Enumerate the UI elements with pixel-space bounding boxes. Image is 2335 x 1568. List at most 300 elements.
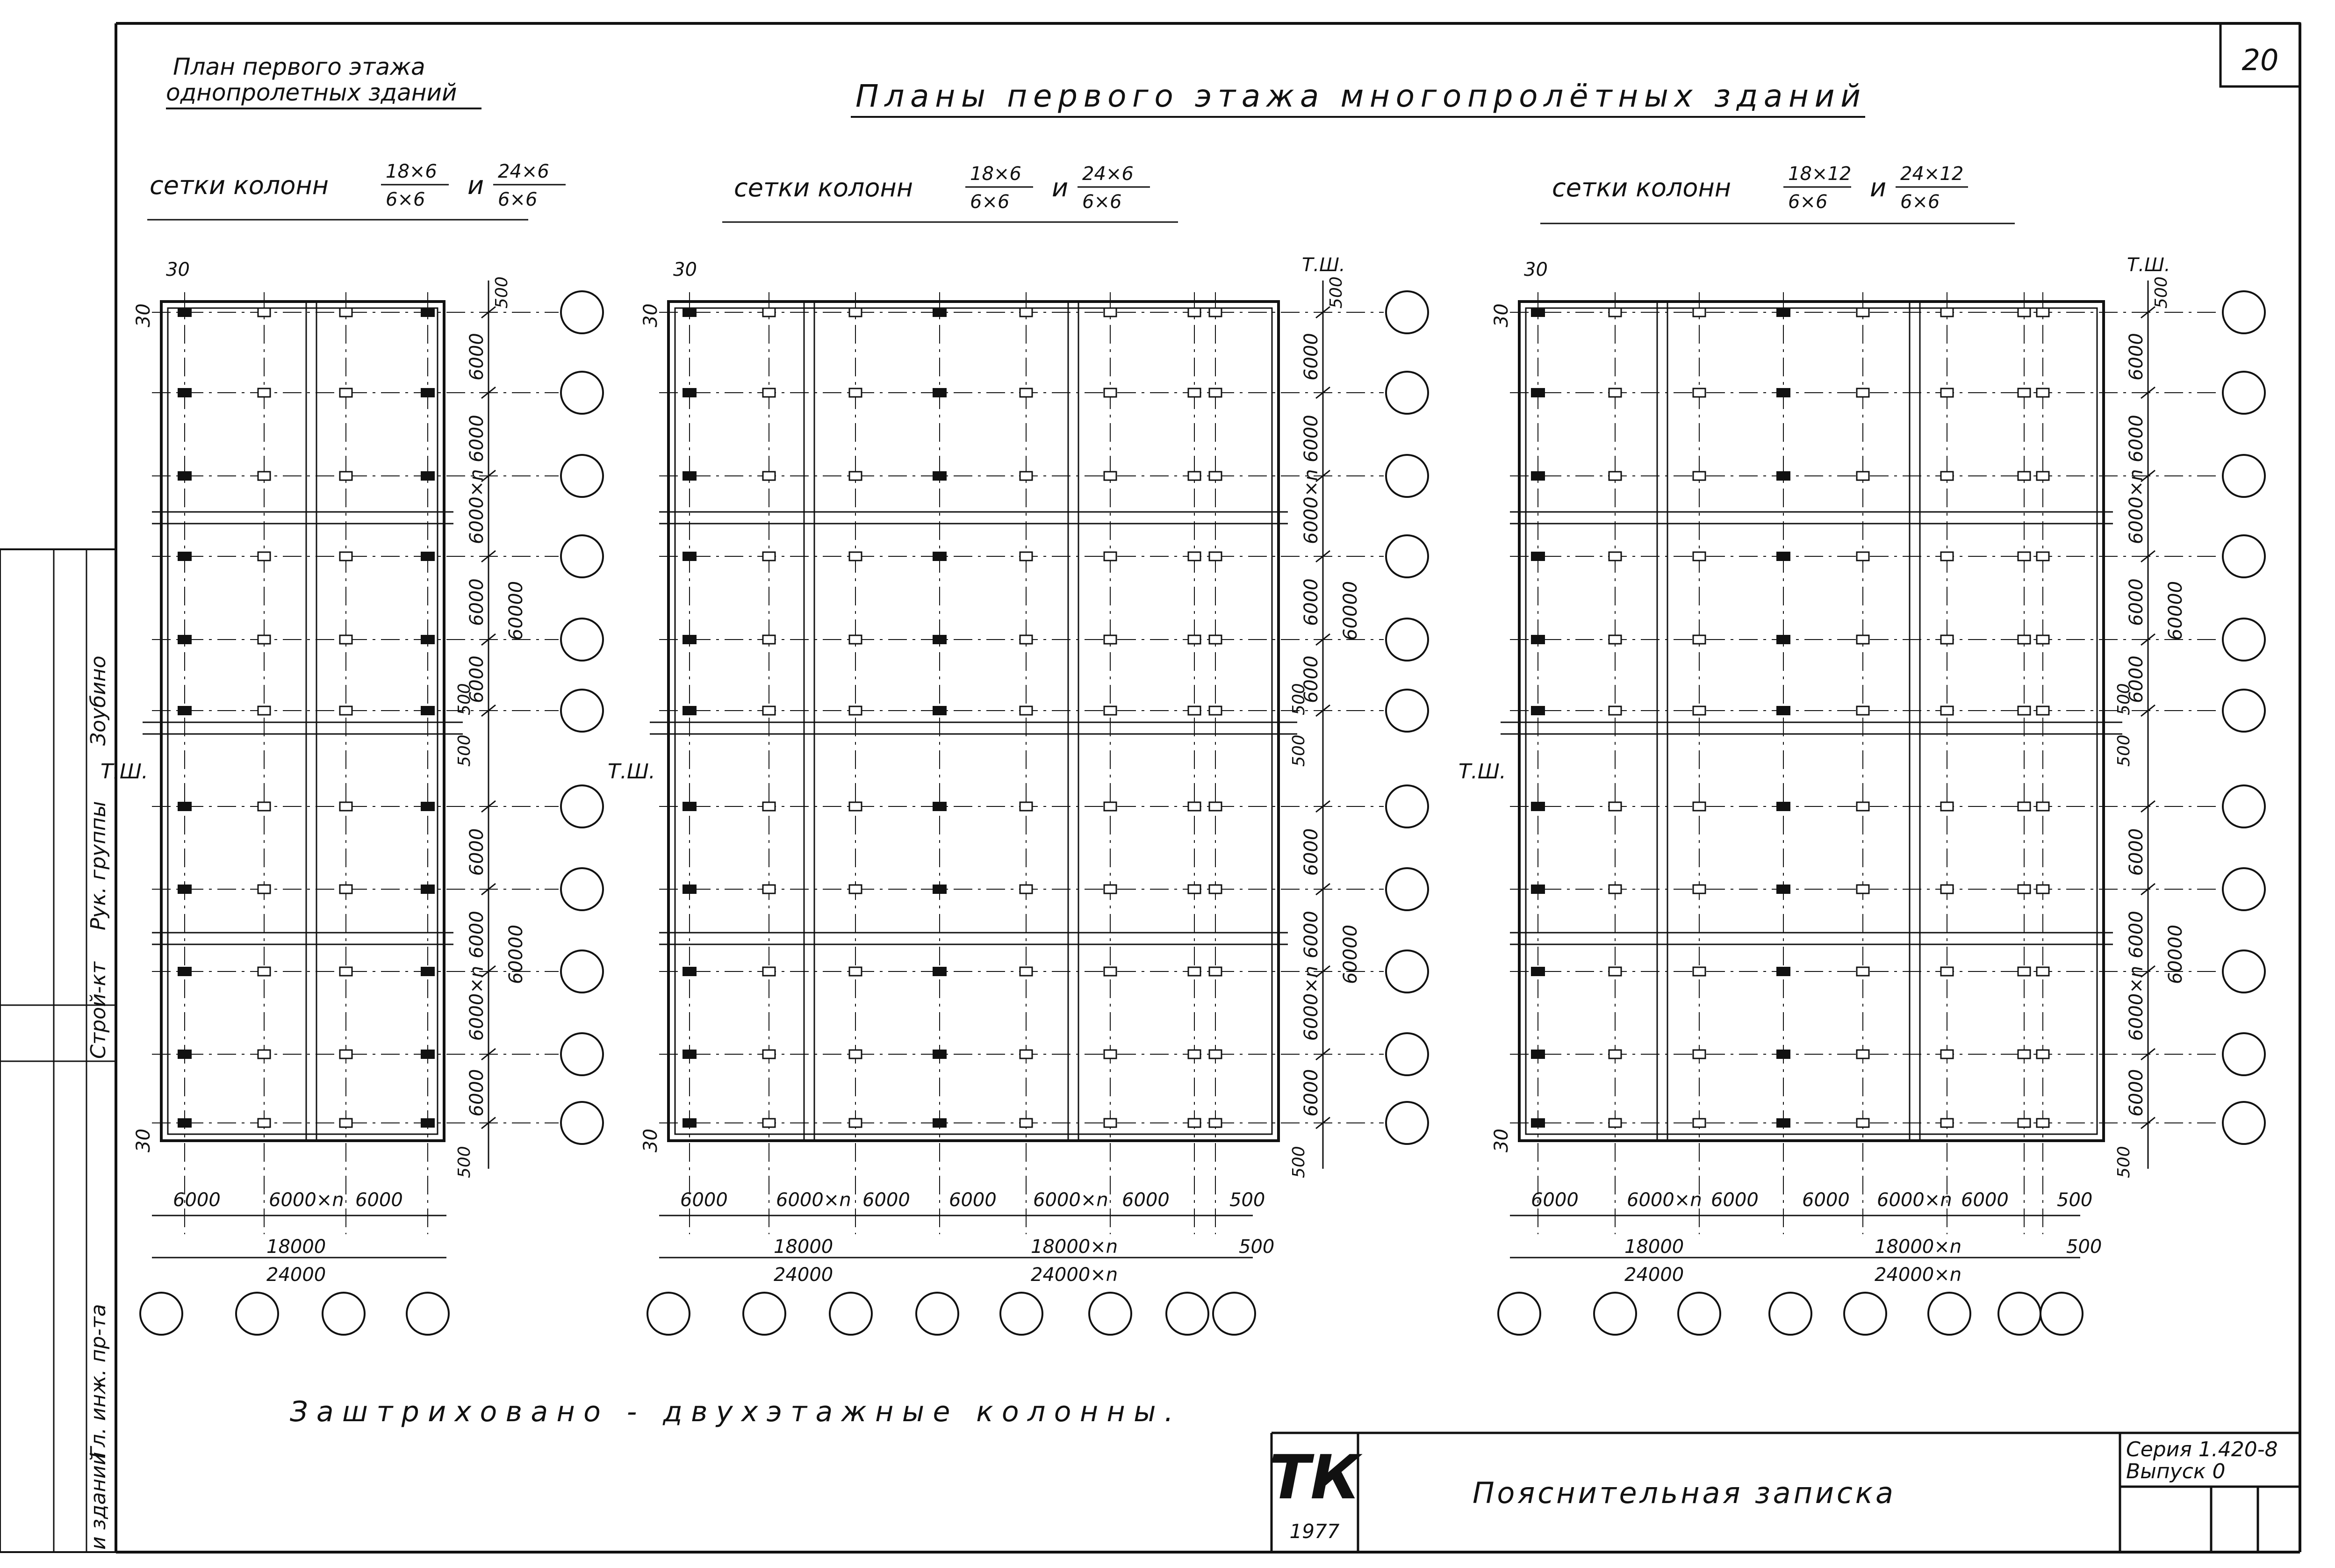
axis-bubble-row xyxy=(2223,619,2265,661)
axis-bubble-column xyxy=(1678,1293,1720,1335)
edge-offset-text: 30 xyxy=(133,1129,154,1152)
column-two-storey xyxy=(933,885,947,894)
column-two-storey xyxy=(1531,802,1545,811)
column-single-storey xyxy=(1188,802,1200,811)
column-two-storey xyxy=(178,635,192,644)
axis-bubble-row xyxy=(561,950,603,993)
column-single-storey xyxy=(1104,472,1116,480)
column-single-storey xyxy=(2018,1050,2030,1058)
plan-outer-wall xyxy=(1519,302,2104,1141)
dimension-text: 6000×n xyxy=(2126,965,2147,1041)
column-two-storey xyxy=(1531,706,1545,715)
axis-bubble-row xyxy=(2223,535,2265,577)
column-single-storey xyxy=(258,635,270,644)
overall-length-text: 60000 xyxy=(1340,924,1361,984)
axis-bubble-row xyxy=(561,291,603,333)
edge-offset-text: 30 xyxy=(1524,259,1548,281)
dimension-text: 6000 xyxy=(2126,415,2147,462)
edge-offset-text: 30 xyxy=(133,303,154,327)
column-single-storey xyxy=(1693,1050,1705,1058)
column-two-storey xyxy=(178,471,192,481)
column-single-storey xyxy=(1104,706,1116,715)
bottom-dimension-text: 6000 xyxy=(1711,1189,1759,1211)
column-single-storey xyxy=(1693,1119,1705,1127)
plan-outer-wall xyxy=(668,302,1279,1141)
column-two-storey xyxy=(1776,706,1790,715)
edge-dimension-text: 500 xyxy=(2114,734,2134,767)
caption-a-denominator: 6×6 xyxy=(1788,191,1828,213)
axis-bubble-column xyxy=(647,1293,690,1335)
column-single-storey xyxy=(849,706,862,715)
caption-b-denominator: 6×6 xyxy=(498,189,538,210)
column-two-storey xyxy=(933,802,947,811)
column-two-storey xyxy=(683,967,697,976)
column-single-storey xyxy=(1188,635,1200,644)
dimension-text: 6000 xyxy=(1300,655,1322,703)
caption-conjunction: и xyxy=(1870,173,1887,202)
column-two-storey xyxy=(1776,1118,1790,1128)
column-single-storey xyxy=(1209,885,1221,893)
edge-dimension-text: 500 xyxy=(1289,1146,1308,1178)
column-single-storey xyxy=(1941,967,1953,976)
column-single-storey xyxy=(1104,1050,1116,1058)
issue-label: Выпуск 0 xyxy=(2126,1460,2226,1483)
edge-dimension-text: 500 xyxy=(455,683,474,715)
column-single-storey xyxy=(1188,308,1200,316)
column-single-storey xyxy=(1857,1119,1869,1127)
axis-bubble-row xyxy=(2223,291,2265,333)
overall-dimension-text: 18000×n xyxy=(1031,1236,1118,1258)
column-two-storey xyxy=(178,706,192,715)
column-single-storey xyxy=(258,308,270,316)
dimension-text: 6000 xyxy=(466,415,488,462)
column-two-storey xyxy=(683,1118,697,1128)
axis-bubble-column xyxy=(1769,1293,1811,1335)
column-two-storey xyxy=(683,471,697,481)
edge-dimension-text: 500 xyxy=(1239,1236,1275,1258)
column-two-storey xyxy=(933,1118,947,1128)
column-single-storey xyxy=(258,706,270,715)
column-single-storey xyxy=(763,472,775,480)
column-single-storey xyxy=(340,472,352,480)
column-single-storey xyxy=(763,967,775,976)
column-two-storey xyxy=(933,552,947,561)
column-single-storey xyxy=(258,1050,270,1058)
axis-bubble-row xyxy=(1386,372,1428,414)
overall-dimension-text: 24000 xyxy=(266,1264,326,1286)
column-single-storey xyxy=(1857,706,1869,715)
column-two-storey xyxy=(421,706,435,715)
column-single-storey xyxy=(2037,706,2049,715)
column-single-storey xyxy=(2037,308,2049,316)
column-single-storey xyxy=(2037,967,2049,976)
column-single-storey xyxy=(2037,1119,2049,1127)
column-two-storey xyxy=(933,308,947,317)
plan-outer-wall xyxy=(161,302,444,1141)
column-single-storey xyxy=(258,388,270,397)
grid-captions xyxy=(147,161,2015,223)
column-single-storey xyxy=(763,885,775,893)
column-single-storey xyxy=(763,552,775,561)
column-two-storey xyxy=(1776,1050,1790,1059)
bottom-dimension-text: 6000×n xyxy=(1877,1189,1952,1211)
axis-bubble-column xyxy=(1498,1293,1540,1335)
column-single-storey xyxy=(258,885,270,893)
column-two-storey xyxy=(683,552,697,561)
column-single-storey xyxy=(1020,885,1032,893)
dimension-text: 6000 xyxy=(466,828,488,876)
column-single-storey xyxy=(1020,308,1032,316)
edge-dimension-text: 500 xyxy=(455,734,474,767)
hatch-note: Заштриховано - двухэтажные колонны. xyxy=(290,1395,1173,1428)
column-single-storey xyxy=(1020,706,1032,715)
column-single-storey xyxy=(2018,635,2030,644)
dimension-text: 6000 xyxy=(1300,578,1322,626)
edge-dimension-text: 500 xyxy=(2057,1189,2093,1211)
axis-bubble-column xyxy=(1000,1293,1042,1335)
dimension-text: 6000 xyxy=(1300,333,1322,381)
dimension-text: 6000 xyxy=(466,911,488,958)
column-two-storey xyxy=(683,802,697,811)
bottom-dimension-text: 6000 xyxy=(1122,1189,1170,1211)
axis-bubble-row xyxy=(561,372,603,414)
axis-bubble-row xyxy=(1386,1033,1428,1075)
column-two-storey xyxy=(421,802,435,811)
temperature-joint-label: Т.Ш. xyxy=(2127,254,2170,276)
axis-bubble-row xyxy=(2223,950,2265,993)
floor-plans xyxy=(101,254,2265,1335)
column-two-storey xyxy=(178,1050,192,1059)
column-two-storey xyxy=(178,552,192,561)
floor-plan-2 xyxy=(608,254,1428,1335)
column-two-storey xyxy=(683,706,697,715)
column-single-storey xyxy=(1020,1050,1032,1058)
column-single-storey xyxy=(1188,967,1200,976)
column-single-storey xyxy=(1941,388,1953,397)
edge-offset-text: 30 xyxy=(166,259,190,281)
column-two-storey xyxy=(178,967,192,976)
dimension-text: 6000 xyxy=(466,333,488,381)
stamp-text-4: Гл. инж. пр-та xyxy=(86,1304,110,1459)
column-single-storey xyxy=(763,802,775,811)
axis-bubble-column xyxy=(236,1293,278,1335)
axis-bubble-row xyxy=(2223,372,2265,414)
column-single-storey xyxy=(1941,308,1953,316)
column-single-storey xyxy=(1693,388,1705,397)
axis-bubble-row xyxy=(1386,619,1428,661)
column-two-storey xyxy=(421,308,435,317)
edge-dimension-text: 500 xyxy=(1327,276,1346,309)
column-single-storey xyxy=(1188,1050,1200,1058)
sheet-frame xyxy=(0,23,2300,1552)
svg-text:однопролетных зданий: однопролетных зданий xyxy=(166,79,457,106)
column-two-storey xyxy=(683,635,697,644)
column-single-storey xyxy=(258,472,270,480)
caption-prefix: сетки колонн xyxy=(734,173,913,202)
column-single-storey xyxy=(2018,967,2030,976)
column-two-storey xyxy=(1776,885,1790,894)
column-single-storey xyxy=(1209,1050,1221,1058)
stamp-text-2: Рук. группы xyxy=(86,801,110,930)
axis-bubble-column xyxy=(1089,1293,1131,1335)
multi-span-title xyxy=(851,78,1865,117)
edge-dimension-text: 500 xyxy=(1229,1189,1265,1211)
column-single-storey xyxy=(1609,706,1621,715)
axis-bubble-column xyxy=(1213,1293,1255,1335)
column-single-storey xyxy=(1857,472,1869,480)
column-two-storey xyxy=(1776,802,1790,811)
column-single-storey xyxy=(1941,1050,1953,1058)
dimension-text: 6000×n xyxy=(1300,965,1322,1041)
overall-dimension-text: 18000 xyxy=(774,1236,833,1258)
overall-length-text: 60000 xyxy=(2165,924,2186,984)
caption-a-denominator: 6×6 xyxy=(386,189,425,210)
column-single-storey xyxy=(1209,635,1221,644)
grid-caption-3 xyxy=(1540,163,2015,223)
left-stamp xyxy=(86,655,110,1550)
series-label: Серия 1.420-8 xyxy=(2126,1438,2278,1461)
edge-dimension-text: 500 xyxy=(2066,1236,2102,1258)
axis-bubble-row xyxy=(1386,868,1428,910)
column-single-storey xyxy=(340,635,352,644)
dimension-text: 6000×n xyxy=(466,469,488,544)
axis-bubble-column xyxy=(1998,1293,2040,1335)
column-single-storey xyxy=(849,635,862,644)
column-two-storey xyxy=(683,308,697,317)
column-two-storey xyxy=(1531,967,1545,976)
column-single-storey xyxy=(2018,388,2030,397)
column-two-storey xyxy=(178,1118,192,1128)
overall-dimension-text: 24000 xyxy=(774,1264,833,1286)
column-single-storey xyxy=(1857,885,1869,893)
column-single-storey xyxy=(849,472,862,480)
column-single-storey xyxy=(1104,1119,1116,1127)
overall-dimension-text: 24000×n xyxy=(1875,1264,1962,1286)
column-single-storey xyxy=(1104,967,1116,976)
column-two-storey xyxy=(933,706,947,715)
column-single-storey xyxy=(1188,472,1200,480)
column-single-storey xyxy=(1020,472,1032,480)
column-single-storey xyxy=(2037,635,2049,644)
axis-bubble-row xyxy=(561,868,603,910)
column-single-storey xyxy=(763,635,775,644)
column-single-storey xyxy=(763,1050,775,1058)
stamp-text-3: Строй-кт xyxy=(86,962,110,1059)
dimension-text: 6000 xyxy=(1300,828,1322,876)
column-single-storey xyxy=(1020,388,1032,397)
column-single-storey xyxy=(1609,967,1621,976)
column-single-storey xyxy=(2018,308,2030,316)
column-two-storey xyxy=(1776,552,1790,561)
column-single-storey xyxy=(1188,1119,1200,1127)
column-single-storey xyxy=(1209,552,1221,561)
column-single-storey xyxy=(258,802,270,811)
column-two-storey xyxy=(421,635,435,644)
column-single-storey xyxy=(1941,802,1953,811)
axis-bubble-column xyxy=(743,1293,785,1335)
dimension-text: 6000 xyxy=(2126,578,2147,626)
axis-bubble-row xyxy=(561,619,603,661)
overall-dimension-text: 24000 xyxy=(1624,1264,1684,1286)
axis-bubble-column xyxy=(1928,1293,1970,1335)
overall-dimension-text: 18000 xyxy=(1624,1236,1684,1258)
edge-offset-text: 30 xyxy=(640,1129,661,1152)
bottom-dimension-text: 6000 xyxy=(1531,1189,1579,1211)
bottom-dimension-text: 6000 xyxy=(355,1189,403,1211)
column-single-storey xyxy=(849,967,862,976)
column-single-storey xyxy=(258,967,270,976)
bottom-dimension-text: 6000 xyxy=(1961,1189,2009,1211)
column-two-storey xyxy=(421,1118,435,1128)
column-two-storey xyxy=(683,885,697,894)
axis-bubble-column xyxy=(916,1293,958,1335)
column-two-storey xyxy=(1776,388,1790,397)
column-two-storey xyxy=(1531,308,1545,317)
column-single-storey xyxy=(2018,472,2030,480)
column-single-storey xyxy=(1188,885,1200,893)
axis-bubble-row xyxy=(2223,690,2265,732)
bottom-dimension-text: 6000 xyxy=(173,1189,221,1211)
column-single-storey xyxy=(849,802,862,811)
column-two-storey xyxy=(421,471,435,481)
column-single-storey xyxy=(1857,1050,1869,1058)
column-single-storey xyxy=(258,552,270,561)
plan-inner-wall xyxy=(168,308,438,1134)
column-single-storey xyxy=(258,1119,270,1127)
column-single-storey xyxy=(763,1119,775,1127)
caption-conjunction: и xyxy=(1052,173,1069,202)
column-two-storey xyxy=(178,388,192,397)
caption-prefix: сетки колонн xyxy=(1552,173,1731,202)
axis-bubble-row xyxy=(561,785,603,827)
column-two-storey xyxy=(683,1050,697,1059)
bottom-dimension-text: 6000 xyxy=(680,1189,728,1211)
dimension-text: 6000 xyxy=(466,1069,488,1117)
axis-bubble-row xyxy=(561,535,603,577)
column-two-storey xyxy=(683,388,697,397)
column-single-storey xyxy=(1857,388,1869,397)
column-two-storey xyxy=(1531,1050,1545,1059)
axis-bubble-row xyxy=(1386,785,1428,827)
column-two-storey xyxy=(178,802,192,811)
column-single-storey xyxy=(2018,552,2030,561)
axis-bubble-row xyxy=(1386,690,1428,732)
column-single-storey xyxy=(1104,552,1116,561)
temperature-joint-label: Т.Ш. xyxy=(1302,254,1345,276)
column-single-storey xyxy=(2037,552,2049,561)
column-single-storey xyxy=(1209,706,1221,715)
column-single-storey xyxy=(1941,1119,1953,1127)
column-single-storey xyxy=(1609,635,1621,644)
column-single-storey xyxy=(2037,802,2049,811)
edge-dimension-text: 500 xyxy=(2114,1146,2134,1178)
column-two-storey xyxy=(1531,388,1545,397)
column-single-storey xyxy=(1020,1119,1032,1127)
svg-text:Планы первого этажа многопролё: Планы первого этажа многопролётных зданий xyxy=(855,78,1861,114)
column-single-storey xyxy=(1857,802,1869,811)
edge-offset-text: 30 xyxy=(1491,1129,1512,1152)
stamp-text-1: Зоубино xyxy=(86,655,110,746)
caption-prefix: сетки колонн xyxy=(150,171,329,200)
column-single-storey xyxy=(1941,706,1953,715)
column-two-storey xyxy=(421,885,435,894)
column-single-storey xyxy=(2018,706,2030,715)
column-single-storey xyxy=(340,308,352,316)
axis-bubble-row xyxy=(2223,1033,2265,1075)
dimension-text: 6000×n xyxy=(1300,469,1322,544)
column-single-storey xyxy=(1188,388,1200,397)
column-two-storey xyxy=(1776,308,1790,317)
column-single-storey xyxy=(1941,885,1953,893)
caption-b-denominator: 6×6 xyxy=(1082,191,1122,213)
column-single-storey xyxy=(1609,1050,1621,1058)
page-number: 20 xyxy=(2242,43,2279,77)
column-single-storey xyxy=(1609,802,1621,811)
single-span-title xyxy=(166,53,481,108)
column-two-storey xyxy=(1531,552,1545,561)
column-single-storey xyxy=(763,388,775,397)
bottom-dimension-text: 6000 xyxy=(1802,1189,1850,1211)
axis-bubble-column xyxy=(323,1293,365,1335)
caption-conjunction: и xyxy=(467,171,484,200)
column-single-storey xyxy=(1209,472,1221,480)
column-single-storey xyxy=(2037,388,2049,397)
column-single-storey xyxy=(1609,308,1621,316)
title-block xyxy=(1269,1433,2300,1552)
overall-dimension-text: 18000 xyxy=(266,1236,326,1258)
axis-bubble-row xyxy=(1386,535,1428,577)
caption-b-numerator: 24×6 xyxy=(1082,163,1134,185)
axis-bubble-row xyxy=(561,455,603,497)
column-single-storey xyxy=(2037,885,2049,893)
column-two-storey xyxy=(1776,967,1790,976)
column-two-storey xyxy=(178,885,192,894)
column-single-storey xyxy=(1693,635,1705,644)
caption-b-denominator: 6×6 xyxy=(1900,191,1940,213)
caption-a-denominator: 6×6 xyxy=(970,191,1010,213)
column-single-storey xyxy=(1209,802,1221,811)
column-two-storey xyxy=(1531,1118,1545,1128)
temperature-joint-label: Т.Ш. xyxy=(101,760,148,784)
axis-bubble-column xyxy=(2040,1293,2083,1335)
column-two-storey xyxy=(1776,635,1790,644)
column-two-storey xyxy=(421,1050,435,1059)
caption-b-numerator: 24×6 xyxy=(498,161,549,182)
floor-plan-3 xyxy=(1458,254,2265,1335)
axis-bubble-column xyxy=(1166,1293,1208,1335)
axis-bubble-row xyxy=(561,1033,603,1075)
tk-logo: ТК xyxy=(1269,1442,1360,1513)
floor-plan-1 xyxy=(101,259,603,1335)
axis-bubble-column xyxy=(1594,1293,1636,1335)
column-single-storey xyxy=(849,388,862,397)
edge-dimension-text: 500 xyxy=(2152,276,2171,309)
edge-dimension-text: 500 xyxy=(455,1146,474,1178)
column-single-storey xyxy=(1104,635,1116,644)
column-single-storey xyxy=(1857,552,1869,561)
column-single-storey xyxy=(1857,967,1869,976)
column-single-storey xyxy=(1857,635,1869,644)
axis-bubble-row xyxy=(561,690,603,732)
dimension-text: 6000×n xyxy=(2126,469,2147,544)
column-single-storey xyxy=(849,1050,862,1058)
axis-bubble-column xyxy=(140,1293,182,1335)
column-single-storey xyxy=(340,706,352,715)
column-single-storey xyxy=(849,1119,862,1127)
column-single-storey xyxy=(1020,635,1032,644)
axis-bubble-row xyxy=(2223,868,2265,910)
column-single-storey xyxy=(1020,802,1032,811)
